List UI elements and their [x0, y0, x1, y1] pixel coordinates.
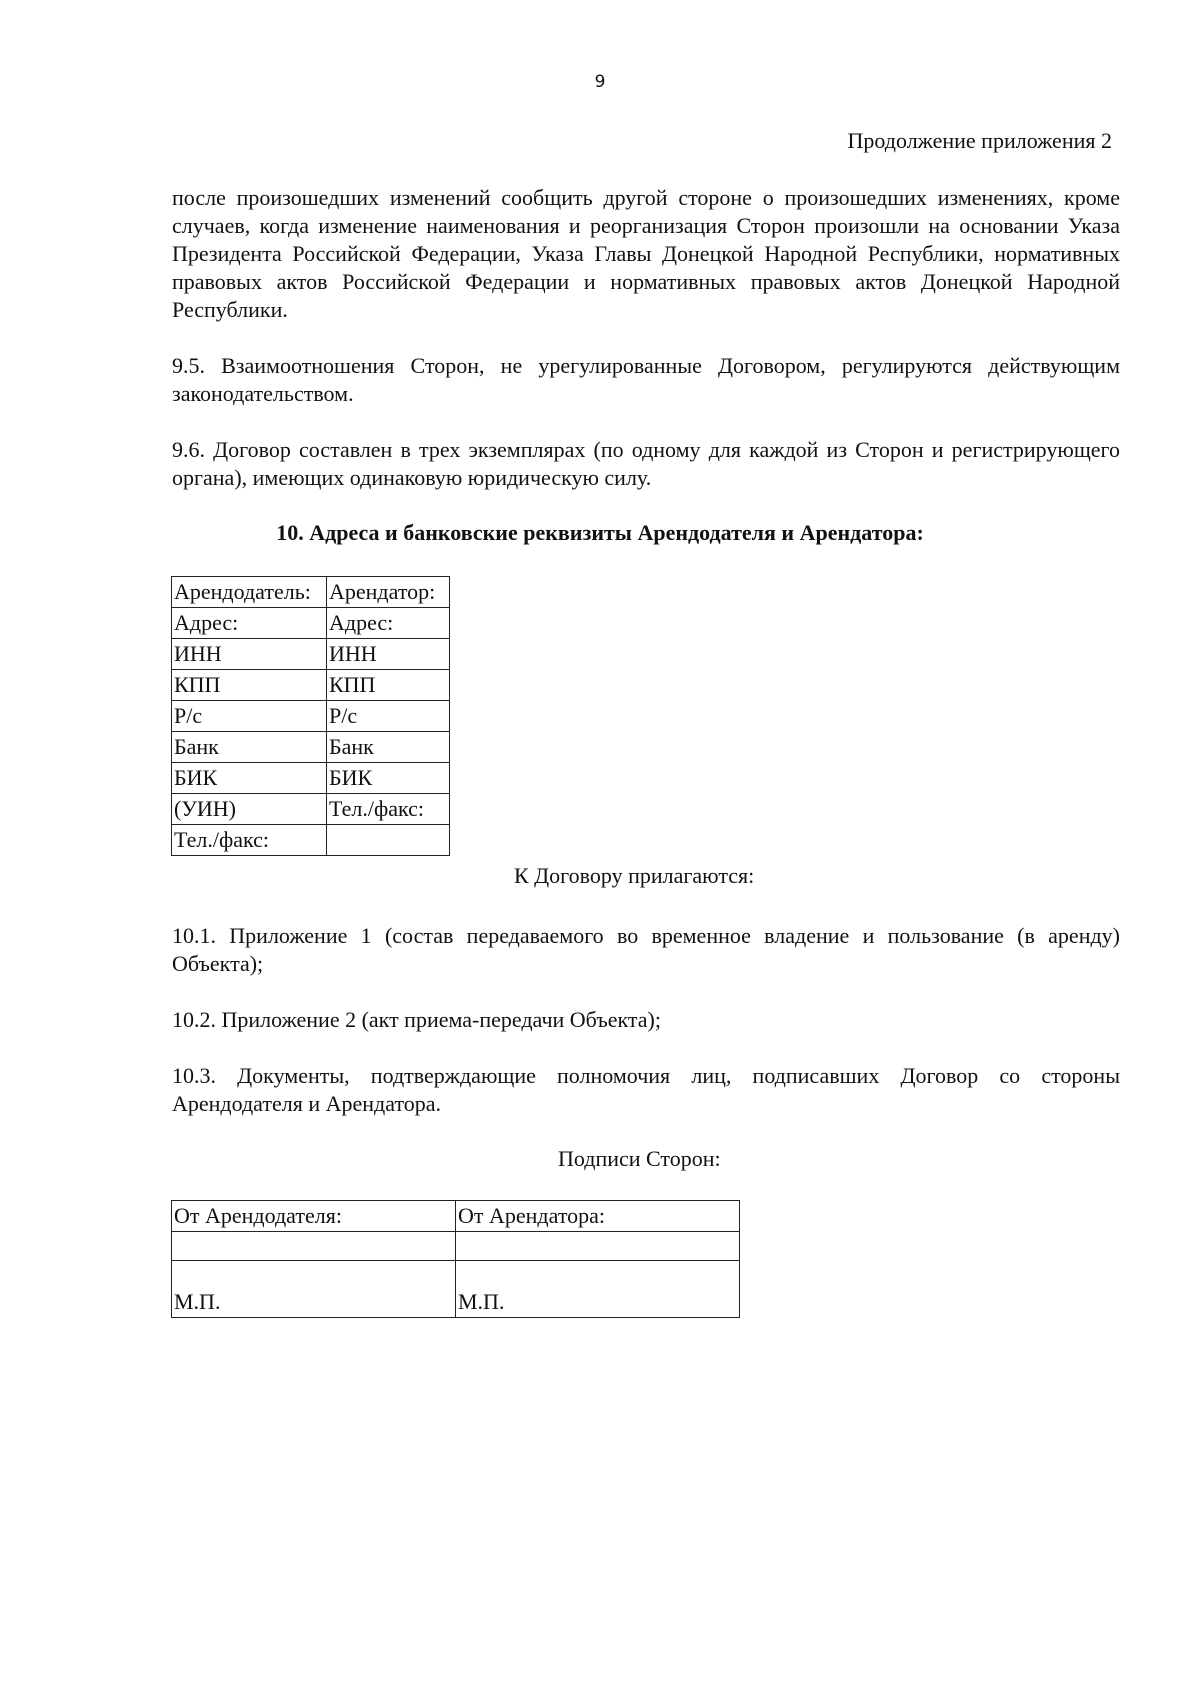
requisites-cell: КПП — [172, 670, 327, 701]
paragraph-9-6: 9.6. Договор составлен в трех экземплярах (по одному для каждой из Сторон и регистрирующего органа), имеющих одинаковую юридическую силу. — [172, 437, 1120, 490]
signatures-table — [171, 1200, 740, 1318]
lessee-signature-cell — [456, 1232, 740, 1261]
requisites-cell: Адрес: — [172, 608, 327, 639]
requisites-cell — [327, 825, 450, 856]
table-row — [172, 1232, 740, 1261]
requisites-cell: Р/с — [327, 701, 450, 732]
requisites-cell: Тел./факс: — [172, 825, 327, 856]
requisites-cell: Банк — [172, 732, 327, 763]
continuation-label: Продолжение приложения 2 — [847, 128, 1112, 153]
table-row — [172, 763, 450, 794]
section-10-heading: 10. Адреса и банковские реквизиты Арендодателя и Арендатора: — [276, 520, 924, 545]
requisites-cell: Арендатор: — [327, 577, 450, 608]
requisites-cell: Р/с — [172, 701, 327, 732]
requisites-cell: Тел./факс: — [327, 794, 450, 825]
requisites-table — [171, 576, 450, 856]
lessor-signature-cell — [172, 1232, 456, 1261]
attachment-10-3: 10.3. Документы, подтверждающие полномочия лиц, подписавших Договор со стороны Арендодателя и Арендатора. — [172, 1063, 1120, 1116]
requisites-cell: Адрес: — [327, 608, 450, 639]
requisites-cell: ИНН — [172, 639, 327, 670]
table-row — [172, 732, 450, 763]
table-row — [172, 701, 450, 732]
table-row — [172, 577, 450, 608]
page-number: 9 — [594, 72, 606, 92]
lessee-label: От Арендатора: — [456, 1201, 740, 1232]
requisites-cell: (УИН) — [172, 794, 327, 825]
lessee-stamp: М.П. — [456, 1261, 740, 1318]
lessor-stamp: М.П. — [172, 1261, 456, 1318]
attachment-10-2: 10.2. Приложение 2 (акт приема-передачи Объекта); — [172, 1007, 661, 1032]
table-row — [172, 825, 450, 856]
table-row — [172, 639, 450, 670]
requisites-cell: КПП — [327, 670, 450, 701]
requisites-cell: БИК — [172, 763, 327, 794]
requisites-cell: БИК — [327, 763, 450, 794]
table-row — [172, 794, 450, 825]
requisites-cell: Арендодатель: — [172, 577, 327, 608]
paragraph-9-5: 9.5. Взаимоотношения Сторон, не урегулированные Договором, регулируются действующим законодательством. — [172, 353, 1120, 406]
table-row — [172, 670, 450, 701]
table-row — [172, 608, 450, 639]
requisites-cell: ИНН — [327, 639, 450, 670]
attachment-10-1: 10.1. Приложение 1 (состав передаваемого во временное владение и пользование (в аренду) Объекта); — [172, 923, 1120, 976]
table-row — [172, 1201, 740, 1232]
lessor-label: От Арендодателя: — [172, 1201, 456, 1232]
attachments-heading: К Договору прилагаются: — [514, 863, 755, 888]
requisites-cell: Банк — [327, 732, 450, 763]
table-row — [172, 1261, 740, 1318]
paragraph-continuation: после произошедших изменений сообщить другой стороне о произошедших изменениях, кроме случаев, когда изменение наименования и реорганизация Сторон произошли на основании Указа Президента Российской Федерации, Указа Главы Донецкой Народной Республики, нормативных правовых актов Российской Федерации и нормативных правовых актов Донецкой Народной Республики. — [172, 185, 1120, 322]
signatures-heading: Подписи Сторон: — [558, 1146, 721, 1171]
